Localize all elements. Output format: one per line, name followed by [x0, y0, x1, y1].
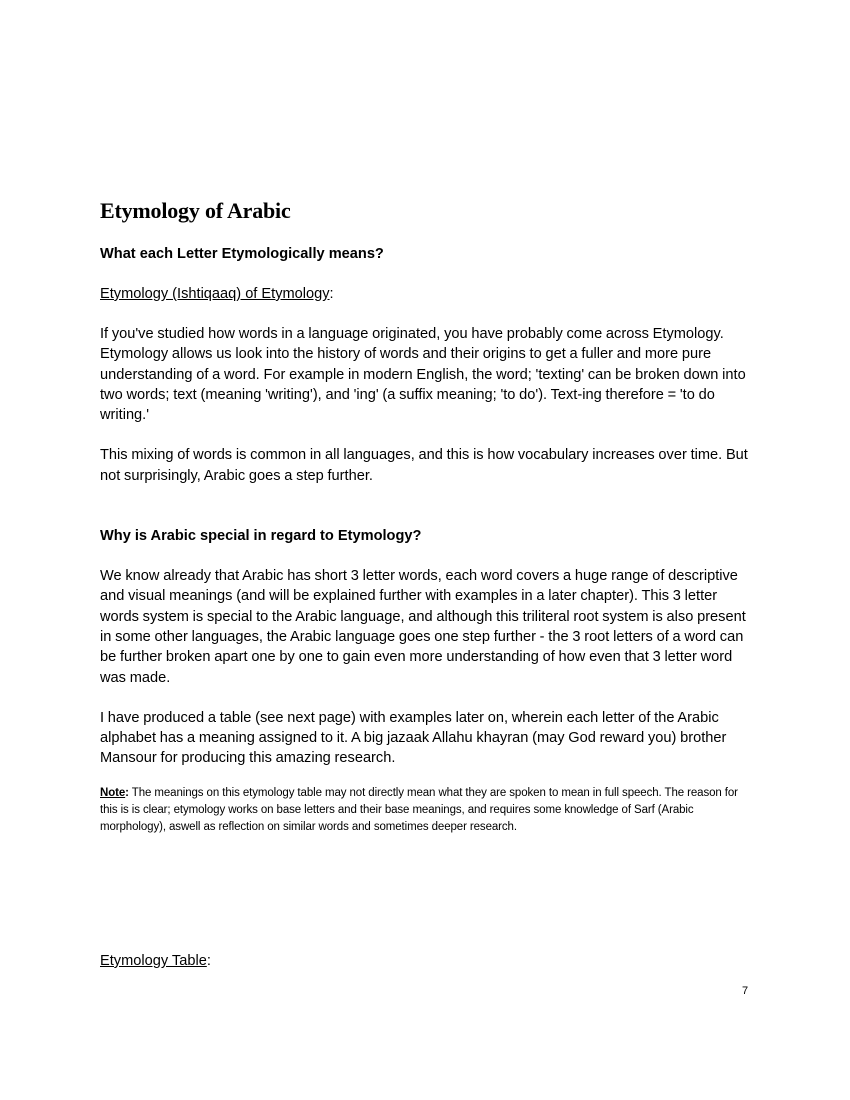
- subheading-why-special: Why is Arabic special in regard to Etymology?: [100, 528, 422, 545]
- paragraph-mixing: This mixing of words is common in all languages, and this is how vocabulary increases over time. But not surprisingly, Arabic goes a step further.: [100, 447, 748, 484]
- table-label-text: Etymology Table: [100, 953, 207, 969]
- document-body: [100, 196, 756, 836]
- subheading-letter-meaning: What each Letter Etymologically means?: [100, 246, 384, 262]
- section-label-colon: :: [329, 286, 334, 302]
- paragraph-intro: If you've studied how words in a language originated, you have probably come across Etymology. Etymology allows us look into the history of words and their origins to get a fuller and more pure understanding of a word. For example in modern English, the word; 'texting' can be broken down into two words; text (meaning 'writing'), and 'ing' (a suffix meaning; 'to do'). Text-ing therefore = 'to do writing.': [100, 326, 746, 424]
- table-label-colon: :: [206, 953, 211, 969]
- page-number: 7: [742, 985, 749, 997]
- section-label-etymology: [100, 284, 756, 304]
- etymology-table-label: [100, 951, 211, 971]
- paragraph-triliteral: We know already that Arabic has short 3 letter words, each word covers a huge range of descriptive and visual meanings (and will be explained further with examples in a later chapter). This 3 letter words system is special to the Arabic language, and although this triliteral root system is also present in some other languages, the Arabic language goes one step further - the 3 root letters of a word can be further broken apart one by one to gain even more understanding of how even that 3 letter word was made.: [100, 568, 746, 686]
- note-block: [100, 785, 756, 836]
- note-text: The meanings on this etymology table may not directly mean what they are spoken to mean in full speech. The reason for this is is clear; etymology works on base letters and their base meanings, and requires some knowledge of Sarf (Arabic morphology), aswell as reflection on similar words and sometimes deeper research.: [100, 786, 738, 833]
- paragraph-table-intro: I have produced a table (see next page) with examples later on, wherein each letter of the Arabic alphabet has a meaning assigned to it. A big jazaak Allahu khayran (may God reward you) brother Mansour for producing this amazing research.: [100, 709, 727, 767]
- note-label: Note: [100, 786, 126, 799]
- section-label-text: Etymology (Ishtiqaaq) of Etymology: [100, 286, 330, 302]
- spacer: [100, 506, 756, 526]
- note-colon: :: [125, 786, 129, 799]
- page-title: Etymology of Arabic: [100, 198, 291, 223]
